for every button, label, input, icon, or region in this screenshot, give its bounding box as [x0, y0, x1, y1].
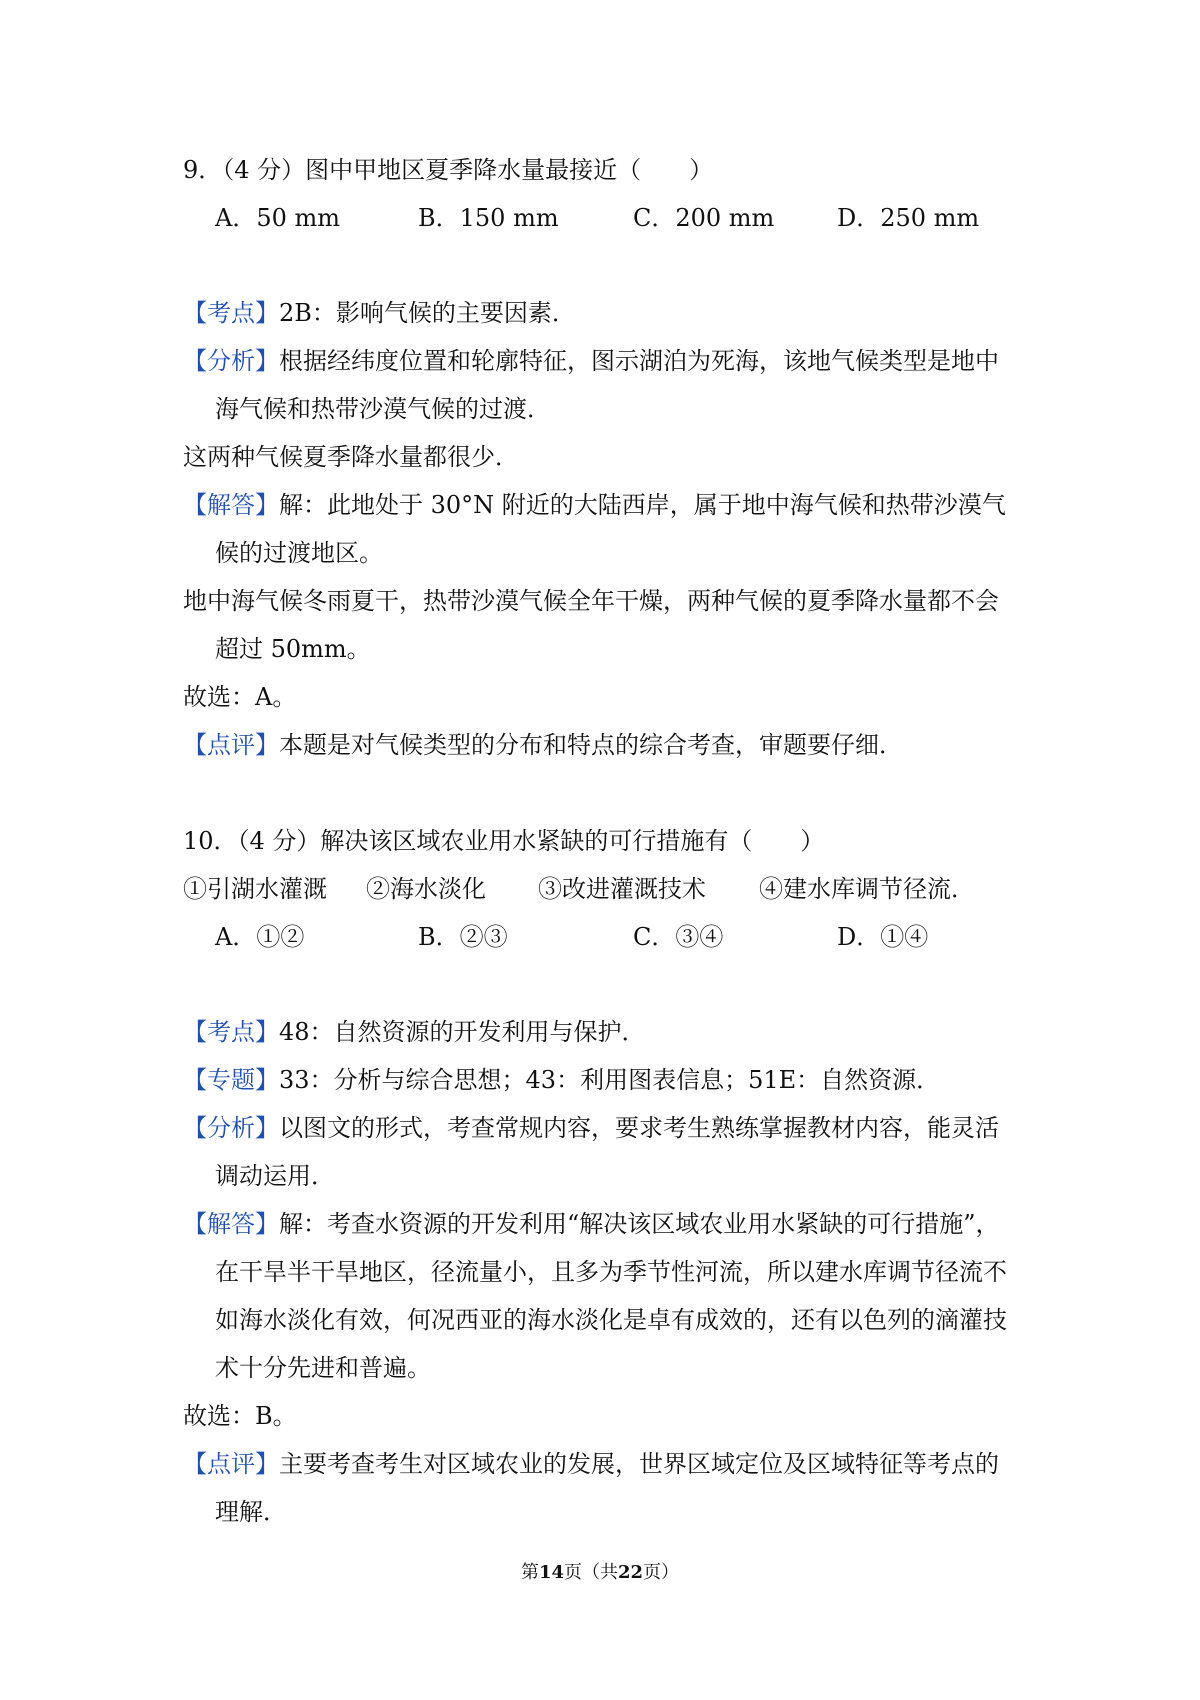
q10-fenxi-cont: 调动运用．	[215, 1162, 335, 1190]
q10-kaodian	[183, 1017, 646, 1047]
q9-option-d: D．250 mm	[837, 204, 980, 232]
jieda-tag: 【解答】	[183, 1210, 279, 1238]
q10-zhuanti	[183, 1065, 940, 1095]
q10-jieda	[183, 1209, 1000, 1239]
q9-fenxi	[183, 346, 999, 376]
q9-jieda-line4: 超过 50mm。	[215, 635, 371, 663]
measure-1: ①引湖水灌溉	[183, 875, 327, 903]
q9-jieda-line3: 地中海气候冬雨夏干，热带沙漠气候全年干燥，两种气候的夏季降水量都不会	[183, 587, 999, 615]
footer-page-number: 14	[538, 1562, 564, 1583]
kaodian-tag: 【考点】	[183, 299, 279, 327]
measure-4: ④建水库调节径流．	[759, 875, 975, 903]
footer-suffix: 页）	[643, 1562, 680, 1583]
q10-option-a: A．①②	[215, 923, 305, 951]
q10-option-c: C．③④	[633, 923, 724, 951]
measure-2: ②海水淡化	[366, 875, 486, 903]
dianping-tag: 【点评】	[183, 1450, 279, 1478]
zhuanti-text: 33：分析与综合思想；43：利用图表信息；51E：自然资源．	[279, 1066, 941, 1094]
q9-fenxi-cont: 海气候和热带沙漠气候的过渡．	[215, 395, 551, 423]
q9-stem: 9．（4 分）图中甲地区夏季降水量最接近（ ）	[183, 156, 714, 184]
fenxi-text: 根据经纬度位置和轮廓特征，图示湖泊为死海，该地气候类型是地中	[279, 347, 999, 375]
fenxi-tag: 【分析】	[183, 347, 279, 375]
jieda-tag: 【解答】	[183, 491, 279, 519]
q9-option-a: A．50 mm	[215, 204, 341, 232]
q10-fenxi	[183, 1113, 999, 1143]
kaodian-text: 48：自然资源的开发利用与保护．	[279, 1018, 646, 1046]
q9-answer: 故选：A。	[183, 683, 297, 711]
dianping-text: 主要考查考生对区域农业的发展，世界区域定位及区域特征等考点的	[279, 1450, 999, 1478]
kaodian-text: 2B：影响气候的主要因素．	[279, 299, 576, 327]
q9-dianping	[183, 730, 903, 760]
q10-jieda-line3: 如海水淡化有效，何况西亚的海水淡化是卓有成效的，还有以色列的滴灌技	[215, 1306, 1007, 1334]
footer-prefix: 第	[520, 1562, 539, 1583]
page-footer	[0, 1561, 1200, 1585]
zhuanti-tag: 【专题】	[183, 1066, 279, 1094]
q10-jieda-line4: 术十分先进和普遍。	[215, 1354, 431, 1382]
dianping-text: 本题是对气候类型的分布和特点的综合考查，审题要仔细．	[279, 731, 903, 759]
kaodian-tag: 【考点】	[183, 1018, 279, 1046]
q9-kaodian	[183, 298, 576, 328]
q10-jieda-line2: 在干旱半干旱地区，径流量小，且多为季节性河流，所以建水库调节径流不	[215, 1258, 1007, 1286]
q9-note: 这两种气候夏季降水量都很少．	[183, 443, 519, 471]
q9-option-b: B．150 mm	[418, 204, 559, 232]
footer-total-pages: 22	[618, 1562, 644, 1583]
dianping-tag: 【点评】	[183, 731, 279, 759]
q10-option-d: D．①④	[837, 923, 929, 951]
q9-jieda-cont: 候的过渡地区。	[215, 539, 383, 567]
measure-3: ③改进灌溉技术	[538, 875, 706, 903]
q10-answer: 故选：B。	[183, 1402, 297, 1430]
q10-dianping	[183, 1449, 999, 1479]
q10-stem: 10．（4 分）解决该区域农业用水紧缺的可行措施有（ ）	[183, 827, 825, 855]
q9-option-c: C．200 mm	[633, 204, 775, 232]
jieda-text: 解：此地处于 30°N 附近的大陆西岸，属于地中海气候和热带沙漠气	[279, 491, 1006, 519]
q10-option-b: B．②③	[418, 923, 508, 951]
fenxi-text: 以图文的形式，考查常规内容，要求考生熟练掌握教材内容，能灵活	[279, 1114, 999, 1142]
jieda-text: 解：考查水资源的开发利用“解决该区域农业用水紧缺的可行措施”，	[279, 1210, 1000, 1238]
q10-dianping-cont: 理解．	[215, 1498, 287, 1526]
footer-middle: 页（共	[564, 1562, 618, 1583]
fenxi-tag: 【分析】	[183, 1114, 279, 1142]
q9-jieda	[183, 490, 1006, 520]
